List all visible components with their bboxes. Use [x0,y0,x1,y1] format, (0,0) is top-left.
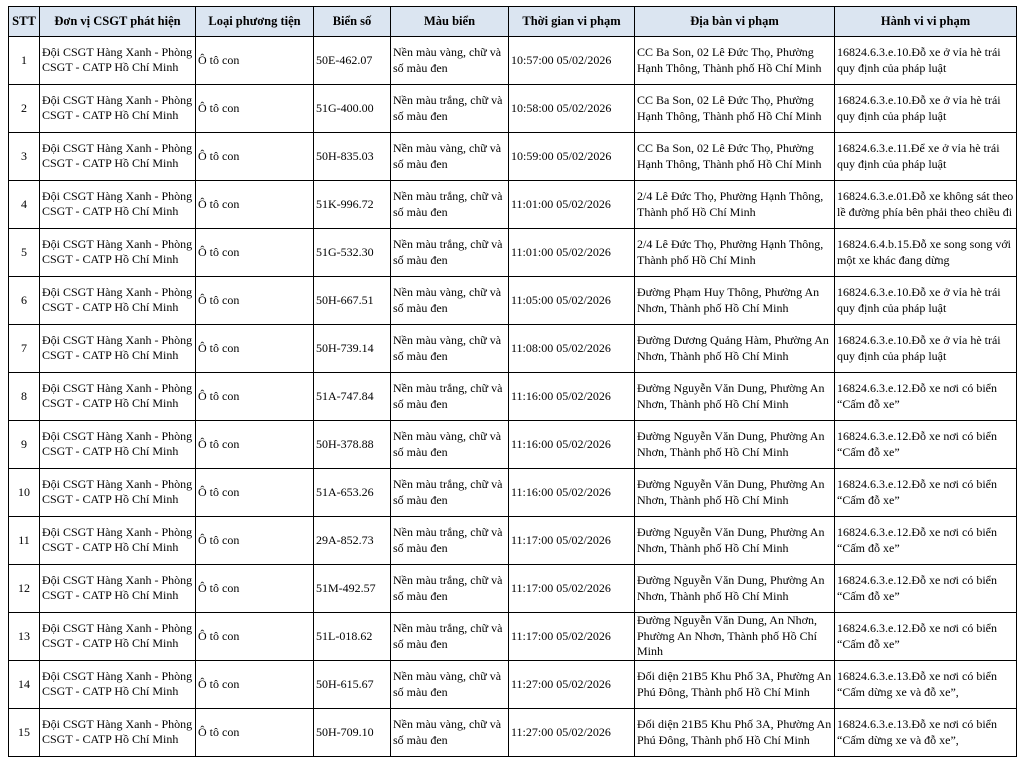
cell-vehicle-type-text: Ô tô con [198,196,240,211]
cell-plate-color-text: Nền màu trắng, chữ và số màu đen [393,93,503,123]
cell-unit [40,229,196,277]
cell-location [635,325,835,373]
cell-time [509,469,635,517]
cell-plate-color [391,133,509,181]
cell-plate-text: 51A-747.84 [316,388,374,403]
cell-unit [40,613,196,661]
cell-plate [314,37,391,85]
cell-location [635,229,835,277]
cell-plate-color [391,565,509,613]
cell-location-text: Đường Nguyễn Văn Dung, An Nhơn, Phường An Nhơn, Thành phố Hồ Chí Minh [637,613,817,659]
cell-stt-text: 2 [21,100,27,115]
cell-plate [314,133,391,181]
cell-plate [314,517,391,565]
cell-time [509,181,635,229]
cell-vehicle-type [196,37,314,85]
cell-unit [40,421,196,469]
cell-time [509,421,635,469]
cell-unit-text: Đội CSGT Hàng Xanh - Phòng CSGT - CATP Hồ Chí Minh [42,668,193,698]
cell-plate-text: 51G-400.00 [316,100,374,115]
cell-violation [835,85,1017,133]
table-row [9,325,1017,373]
cell-violation-text: 16824.6.3.e.10.Đỗ xe ở vỉa hè trái quy định của pháp luật [837,45,1001,75]
cell-plate-text: 50H-709.10 [316,724,374,739]
cell-violation-text: 16824.6.3.e.10.Đỗ xe ở vỉa hè trái quy định của pháp luật [837,285,1001,315]
cell-time-text: 11:27:00 05/02/2026 [511,724,611,739]
cell-plate-text: 51M-492.57 [316,580,376,595]
cell-violation [835,565,1017,613]
cell-vehicle-type [196,709,314,757]
cell-time-text: 11:17:00 05/02/2026 [511,532,611,547]
cell-violation-text: 16824.6.3.e.12.Đỗ xe nơi có biển “Cấm đỗ xe” [837,477,997,507]
cell-location [635,85,835,133]
cell-violation [835,421,1017,469]
cell-time-text: 11:05:00 05/02/2026 [511,292,611,307]
cell-location-text: CC Ba Son, 02 Lê Đức Thọ, Phường Hạnh Thông, Thành phố Hồ Chí Minh [637,93,822,123]
cell-time-text: 10:59:00 05/02/2026 [511,148,612,163]
header-plate-color: Màu biển [391,7,509,37]
cell-stt [9,373,40,421]
cell-stt-text: 1 [21,52,27,67]
cell-vehicle-type [196,421,314,469]
header-plate: Biển số [314,7,391,37]
cell-location-text: 2/4 Lê Đức Thọ, Phường Hạnh Thông, Thành phố Hồ Chí Minh [637,237,824,267]
cell-unit-text: Đội CSGT Hàng Xanh - Phòng CSGT - CATP Hồ Chí Minh [42,44,193,74]
cell-location [635,469,835,517]
cell-stt-text: 10 [18,484,30,499]
cell-plate-color [391,661,509,709]
header-unit: Đơn vị CSGT phát hiện [40,7,196,37]
cell-vehicle-type [196,133,314,181]
cell-plate-color-text: Nền màu trắng, chữ và số màu đen [393,525,503,555]
cell-unit [40,661,196,709]
cell-time-text: 11:27:00 05/02/2026 [511,676,611,691]
cell-plate [314,325,391,373]
cell-plate-text: 50E-462.07 [316,52,373,67]
cell-time [509,661,635,709]
cell-violation [835,181,1017,229]
table-row [9,181,1017,229]
cell-location [635,661,835,709]
cell-location-text: CC Ba Son, 02 Lê Đức Thọ, Phường Hạnh Thông, Thành phố Hồ Chí Minh [637,45,822,75]
table-row [9,37,1017,85]
cell-plate-color-text: Nền màu trắng, chữ và số màu đen [393,381,503,411]
cell-vehicle-type-text: Ô tô con [198,484,240,499]
cell-plate [314,709,391,757]
cell-time [509,613,635,661]
cell-stt-text: 5 [21,244,27,259]
cell-plate-color [391,325,509,373]
cell-stt [9,661,40,709]
cell-plate-color-text: Nền màu trắng, chữ và số màu đen [393,477,503,507]
cell-vehicle-type [196,181,314,229]
cell-stt [9,37,40,85]
cell-vehicle-type-text: Ô tô con [198,340,240,355]
cell-plate-color-text: Nền màu vàng, chữ và số màu đen [393,717,502,747]
cell-time [509,37,635,85]
cell-stt [9,277,40,325]
cell-stt-text: 4 [21,196,27,211]
cell-vehicle-type-text: Ô tô con [198,724,240,739]
cell-violation [835,661,1017,709]
cell-violation-text: 16824.6.3.e.10.Đỗ xe ở vỉa hè trái quy định của pháp luật [837,333,1001,363]
table-row [9,565,1017,613]
cell-stt [9,517,40,565]
cell-unit [40,565,196,613]
cell-vehicle-type-text: Ô tô con [198,244,240,259]
cell-location [635,277,835,325]
cell-plate-text: 29A-852.73 [316,532,374,547]
cell-plate [314,469,391,517]
table-header-row [9,7,1017,37]
cell-time-text: 11:16:00 05/02/2026 [511,388,611,403]
cell-unit-text: Đội CSGT Hàng Xanh - Phòng CSGT - CATP Hồ Chí Minh [42,380,193,410]
cell-location-text: Đường Nguyễn Văn Dung, Phường An Nhơn, Thành phố Hồ Chí Minh [637,381,825,411]
cell-plate-color [391,229,509,277]
cell-violation-text: 16824.6.3.e.12.Đỗ xe nơi có biển “Cấm đỗ xe” [837,621,997,651]
cell-plate-color [391,181,509,229]
cell-vehicle-type [196,325,314,373]
cell-location [635,373,835,421]
cell-time [509,517,635,565]
cell-unit-text: Đội CSGT Hàng Xanh - Phòng CSGT - CATP Hồ Chí Minh [42,188,193,218]
cell-stt [9,85,40,133]
cell-violation [835,469,1017,517]
cell-violation-text: 16824.6.3.e.13.Đỗ xe nơi có biển “Cấm dừng xe và đỗ xe”, [837,717,997,747]
cell-location [635,421,835,469]
cell-vehicle-type [196,469,314,517]
cell-plate-text: 50H-615.67 [316,676,374,691]
cell-location-text: Đối diện 21B5 Khu Phố 3A, Phường An Phú Đông, Thành phố Hồ Chí Minh [637,669,832,699]
cell-time [509,85,635,133]
cell-unit-text: Đội CSGT Hàng Xanh - Phòng CSGT - CATP Hồ Chí Minh [42,716,193,746]
cell-time-text: 11:17:00 05/02/2026 [511,628,611,643]
header-violation: Hành vi vi phạm [835,7,1017,37]
cell-unit [40,37,196,85]
cell-location [635,133,835,181]
cell-time-text: 11:01:00 05/02/2026 [511,196,611,211]
cell-vehicle-type-text: Ô tô con [198,388,240,403]
cell-time-text: 11:08:00 05/02/2026 [511,340,611,355]
cell-stt-text: 7 [21,340,27,355]
cell-plate [314,85,391,133]
header-time: Thời gian vi phạm [509,7,635,37]
table-row [9,709,1017,757]
cell-unit-text: Đội CSGT Hàng Xanh - Phòng CSGT - CATP Hồ Chí Minh [42,524,193,554]
cell-violation [835,133,1017,181]
cell-plate-color-text: Nền màu vàng, chữ và số màu đen [393,669,502,699]
cell-vehicle-type-text: Ô tô con [198,532,240,547]
cell-stt-text: 15 [18,724,30,739]
cell-location-text: Đường Nguyễn Văn Dung, Phường An Nhơn, Thành phố Hồ Chí Minh [637,525,825,555]
table-row [9,277,1017,325]
cell-stt [9,181,40,229]
cell-violation-text: 16824.6.3.e.10.Đỗ xe ở vỉa hè trái quy định của pháp luật [837,93,1001,123]
cell-plate-color [391,613,509,661]
cell-unit [40,181,196,229]
cell-time [509,373,635,421]
cell-plate-color [391,709,509,757]
cell-plate-text: 50H-378.88 [316,436,374,451]
table-row [9,469,1017,517]
cell-plate-color-text: Nền màu vàng, chữ và số màu đen [393,285,502,315]
cell-time [509,709,635,757]
header-vehicle-type: Loại phương tiện [196,7,314,37]
cell-plate [314,181,391,229]
header-location: Địa bàn vi phạm [635,7,835,37]
cell-violation [835,373,1017,421]
table-row [9,613,1017,661]
cell-location-text: 2/4 Lê Đức Thọ, Phường Hạnh Thông, Thành phố Hồ Chí Minh [637,189,824,219]
cell-time [509,133,635,181]
cell-time-text: 10:57:00 05/02/2026 [511,52,612,67]
cell-plate-color-text: Nền màu vàng, chữ và số màu đen [393,141,502,171]
table-row [9,661,1017,709]
cell-unit [40,85,196,133]
cell-vehicle-type-text: Ô tô con [198,148,240,163]
cell-unit-text: Đội CSGT Hàng Xanh - Phòng CSGT - CATP Hồ Chí Minh [42,140,193,170]
cell-plate [314,373,391,421]
cell-stt [9,133,40,181]
cell-unit [40,325,196,373]
cell-unit [40,133,196,181]
cell-plate-text: 50H-835.03 [316,148,374,163]
cell-location [635,181,835,229]
cell-location-text: Đường Dương Quảng Hàm, Phường An Nhơn, Thành phố Hồ Chí Minh [637,333,829,363]
cell-plate-color-text: Nền màu vàng, chữ và số màu đen [393,45,502,75]
cell-vehicle-type [196,373,314,421]
cell-unit [40,373,196,421]
cell-violation [835,325,1017,373]
cell-location-text: Đường Nguyễn Văn Dung, Phường An Nhơn, Thành phố Hồ Chí Minh [637,429,825,459]
cell-unit-text: Đội CSGT Hàng Xanh - Phòng CSGT - CATP Hồ Chí Minh [42,92,193,122]
cell-plate-color [391,373,509,421]
cell-plate-color-text: Nền màu vàng, chữ và số màu đen [393,429,502,459]
cell-stt [9,421,40,469]
cell-location [635,517,835,565]
cell-stt [9,469,40,517]
cell-unit-text: Đội CSGT Hàng Xanh - Phòng CSGT - CATP Hồ Chí Minh [42,476,193,506]
cell-plate-color [391,37,509,85]
cell-vehicle-type-text: Ô tô con [198,292,240,307]
cell-violation-text: 16824.6.3.e.12.Đỗ xe nơi có biển “Cấm đỗ xe” [837,573,997,603]
cell-location-text: Đường Phạm Huy Thông, Phường An Nhơn, Thành phố Hồ Chí Minh [637,285,820,315]
cell-location [635,709,835,757]
cell-violation-text: 16824.6.3.e.13.Đỗ xe nơi có biển “Cấm dừng xe và đỗ xe”, [837,669,997,699]
cell-unit [40,709,196,757]
cell-unit-text: Đội CSGT Hàng Xanh - Phòng CSGT - CATP Hồ Chí Minh [42,620,193,650]
cell-plate [314,661,391,709]
cell-unit-text: Đội CSGT Hàng Xanh - Phòng CSGT - CATP Hồ Chí Minh [42,572,193,602]
cell-violation-text: 16824.6.3.e.12.Đỗ xe nơi có biển “Cấm đỗ xe” [837,525,997,555]
cell-plate [314,229,391,277]
cell-location [635,613,835,661]
cell-plate-color [391,517,509,565]
table-row [9,421,1017,469]
cell-violation-text: 16824.6.3.e.12.Đỗ xe nơi có biển “Cấm đỗ xe” [837,381,997,411]
cell-violation [835,613,1017,661]
cell-plate-color-text: Nền màu vàng, chữ và số màu đen [393,333,502,363]
cell-stt-text: 6 [21,292,27,307]
cell-violation-text: 16824.6.3.e.01.Đỗ xe không sát theo lề đường phía bên phải theo chiều đi [837,189,1014,219]
cell-unit-text: Đội CSGT Hàng Xanh - Phòng CSGT - CATP Hồ Chí Minh [42,428,193,458]
table-row [9,229,1017,277]
header-stt: STT [9,7,40,37]
table-row [9,85,1017,133]
cell-stt [9,229,40,277]
cell-time-text: 11:16:00 05/02/2026 [511,484,611,499]
cell-location [635,37,835,85]
cell-stt [9,613,40,661]
cell-vehicle-type [196,613,314,661]
cell-unit-text: Đội CSGT Hàng Xanh - Phòng CSGT - CATP Hồ Chí Minh [42,332,193,362]
cell-stt-text: 11 [18,532,30,547]
cell-violation [835,37,1017,85]
cell-plate-text: 51G-532.30 [316,244,374,259]
cell-time-text: 11:17:00 05/02/2026 [511,580,611,595]
cell-plate-text: 50H-739.14 [316,340,374,355]
cell-vehicle-type-text: Ô tô con [198,580,240,595]
cell-plate [314,277,391,325]
cell-stt-text: 12 [18,580,30,595]
cell-plate-color [391,85,509,133]
cell-vehicle-type-text: Ô tô con [198,436,240,451]
cell-violation [835,229,1017,277]
cell-stt-text: 3 [21,148,27,163]
cell-plate-color [391,277,509,325]
violations-table [8,6,1017,757]
table-body [9,37,1017,757]
cell-plate [314,565,391,613]
cell-time-text: 11:16:00 05/02/2026 [511,436,611,451]
cell-stt-text: 14 [18,676,30,691]
cell-stt-text: 13 [18,628,30,643]
cell-plate-color [391,469,509,517]
cell-plate-color-text: Nền màu trắng, chữ và số màu đen [393,189,503,219]
cell-stt [9,709,40,757]
cell-unit [40,469,196,517]
cell-vehicle-type [196,85,314,133]
cell-plate-text: 51L-018.62 [316,628,373,643]
cell-vehicle-type [196,565,314,613]
cell-vehicle-type [196,517,314,565]
cell-violation [835,517,1017,565]
cell-plate-text: 51A-653.26 [316,484,374,499]
cell-unit [40,517,196,565]
cell-plate-text: 51K-996.72 [316,196,374,211]
table-row [9,133,1017,181]
cell-violation-text: 16824.6.3.e.12.Đỗ xe nơi có biển “Cấm đỗ xe” [837,429,997,459]
cell-vehicle-type-text: Ô tô con [198,52,240,67]
cell-location-text: Đối diện 21B5 Khu Phố 3A, Phường An Phú Đông, Thành phố Hồ Chí Minh [637,717,832,747]
cell-violation-text: 16824.6.4.b.15.Đỗ xe song song với một xe khác đang dừng [837,237,1012,267]
cell-time-text: 10:58:00 05/02/2026 [511,100,612,115]
cell-time [509,565,635,613]
cell-time [509,277,635,325]
cell-plate-color-text: Nền màu trắng, chữ và số màu đen [393,621,503,651]
cell-vehicle-type-text: Ô tô con [198,676,240,691]
cell-violation [835,709,1017,757]
cell-stt [9,565,40,613]
cell-vehicle-type-text: Ô tô con [198,628,240,643]
cell-time [509,325,635,373]
cell-violation-text: 16824.6.3.e.11.Để xe ở vỉa hè trái quy định của pháp luật [837,141,1000,171]
cell-plate-text: 50H-667.51 [316,292,374,307]
table-row [9,373,1017,421]
cell-stt [9,325,40,373]
table-row [9,517,1017,565]
cell-unit-text: Đội CSGT Hàng Xanh - Phòng CSGT - CATP Hồ Chí Minh [42,236,193,266]
cell-unit-text: Đội CSGT Hàng Xanh - Phòng CSGT - CATP Hồ Chí Minh [42,284,193,314]
cell-plate [314,613,391,661]
cell-vehicle-type [196,661,314,709]
cell-plate-color-text: Nền màu trắng, chữ và số màu đen [393,573,503,603]
cell-unit [40,277,196,325]
cell-plate [314,421,391,469]
cell-location-text: Đường Nguyễn Văn Dung, Phường An Nhơn, Thành phố Hồ Chí Minh [637,477,825,507]
cell-violation [835,277,1017,325]
cell-vehicle-type [196,229,314,277]
cell-stt-text: 8 [21,388,27,403]
cell-plate-color-text: Nền màu trắng, chữ và số màu đen [393,237,503,267]
cell-time [509,229,635,277]
cell-plate-color [391,421,509,469]
cell-vehicle-type [196,277,314,325]
cell-stt-text: 9 [21,436,27,451]
cell-location-text: CC Ba Son, 02 Lê Đức Thọ, Phường Hạnh Thông, Thành phố Hồ Chí Minh [637,141,822,171]
cell-location-text: Đường Nguyễn Văn Dung, Phường An Nhơn, Thành phố Hồ Chí Minh [637,573,825,603]
cell-time-text: 11:01:00 05/02/2026 [511,244,611,259]
cell-location [635,565,835,613]
cell-vehicle-type-text: Ô tô con [198,100,240,115]
